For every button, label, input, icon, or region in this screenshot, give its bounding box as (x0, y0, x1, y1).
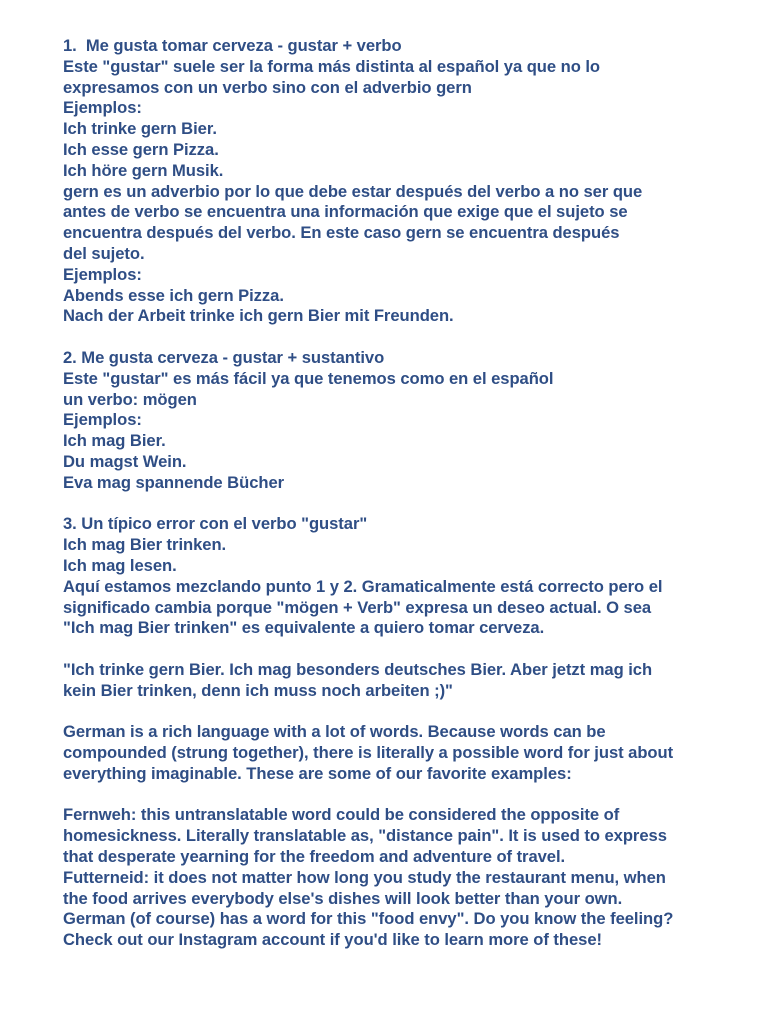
text-line: Ich mag Bier trinken. (63, 535, 227, 555)
text-line: Ejemplos: (63, 410, 142, 430)
text-line: everything imaginable. These are some of our favorite examples: (63, 763, 572, 783)
paragraph-2 (63, 348, 753, 494)
paragraph-spacer (63, 785, 753, 806)
text-line: Fernweh: this untranslatable word could be considered the opposite of (63, 805, 620, 825)
text-line: del sujeto. (63, 243, 145, 263)
text-line: Abends esse ich gern Pizza. (63, 285, 284, 305)
text-line: German (of course) has a word for this "food envy". Do you know the feeling? (63, 909, 674, 929)
text-line: Check out our Instagram account if you'd like to learn more of these! (63, 930, 602, 950)
text-line: compounded (strung together), there is literally a possible word for just about (63, 743, 674, 763)
paragraph-6 (63, 805, 753, 951)
paragraph-1 (63, 36, 753, 327)
text-line: Ich höre gern Musik. (63, 160, 224, 180)
text-line: Este "gustar" es más fácil ya que tenemos como en el español (63, 368, 554, 388)
paragraph-spacer (63, 702, 753, 723)
text-line: Ich mag Bier. (63, 431, 166, 451)
text-line: Futterneid: it does not matter how long you study the restaurant menu, when (63, 867, 666, 887)
text-line: "Ich trinke gern Bier. Ich mag besonders deutsches Bier. Aber jetzt mag ich (63, 659, 653, 679)
text-line: gern es un adverbio por lo que debe estar después del verbo a no ser que (63, 181, 643, 201)
text-line: 1. Me gusta tomar cerveza - gustar + verbo (63, 36, 402, 55)
paragraph-spacer (63, 494, 753, 515)
paragraph-5 (63, 722, 753, 784)
document-page (63, 36, 753, 951)
text-line: German is a rich language with a lot of words. Because words can be (63, 722, 606, 742)
text-line: Nach der Arbeit trinke ich gern Bier mit Freunden. (63, 306, 454, 326)
text-line: Ich esse gern Pizza. (63, 139, 219, 159)
text-line: Du magst Wein. (63, 451, 187, 471)
paragraph-4 (63, 660, 753, 702)
text-line: homesickness. Literally translatable as, "distance pain". It is used to express (63, 826, 667, 846)
text-line: 3. Un típico error con el verbo "gustar" (63, 514, 368, 534)
text-line: Ejemplos: (63, 264, 142, 284)
paragraph-spacer (63, 327, 753, 348)
text-line: that desperate yearning for the freedom and adventure of travel. (63, 847, 566, 867)
text-line: Aquí estamos mezclando punto 1 y 2. Gramaticalmente está correcto pero el (63, 576, 663, 596)
text-line: expresamos con un verbo sino con el adverbio gern (63, 77, 472, 97)
text-line: Ejemplos: (63, 98, 142, 118)
text-line: Ich mag lesen. (63, 555, 177, 575)
text-line: kein Bier trinken, denn ich muss noch arbeiten ;)" (63, 680, 453, 700)
text-line: Este "gustar" suele ser la forma más distinta al español ya que no lo (63, 56, 601, 76)
paragraph-spacer (63, 639, 753, 660)
text-line: Eva mag spannende Bücher (63, 472, 285, 492)
text-line: 2. Me gusta cerveza - gustar + sustantivo (63, 347, 385, 367)
text-line: significado cambia porque "mögen + Verb" expresa un deseo actual. O sea (63, 597, 652, 617)
text-line: the food arrives everybody else's dishes will look better than your own. (63, 888, 623, 908)
text-line: encuentra después del verbo. En este caso gern se encuentra después (63, 223, 620, 243)
paragraph-3 (63, 514, 753, 639)
text-line: antes de verbo se encuentra una información que exige que el sujeto se (63, 202, 628, 222)
text-line: Ich trinke gern Bier. (63, 119, 217, 139)
text-line: "Ich mag Bier trinken" es equivalente a quiero tomar cerveza. (63, 618, 545, 638)
text-line: un verbo: mögen (63, 389, 197, 409)
